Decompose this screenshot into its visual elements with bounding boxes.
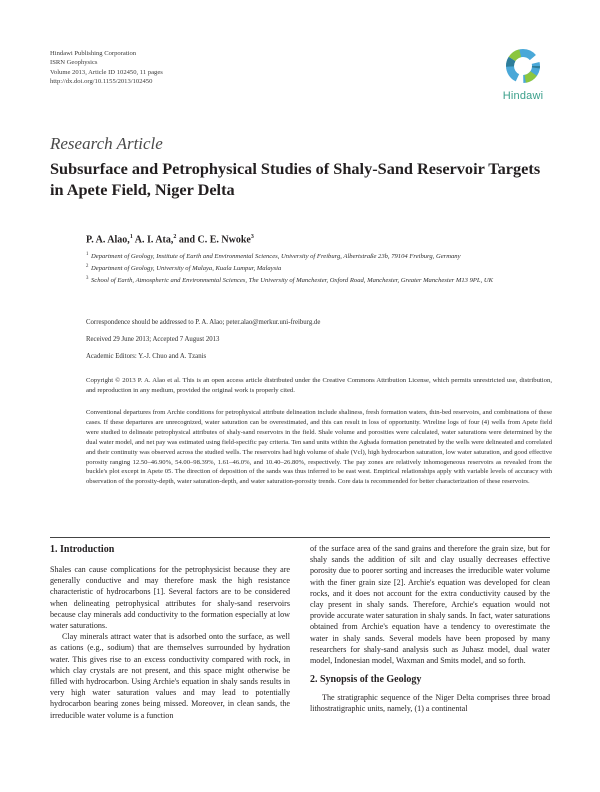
article-type: Research Article xyxy=(50,134,163,153)
affiliation-list xyxy=(86,252,546,288)
body-paragraph: of the surface area of the sand grains and therefore the grain size, but for shaly sands the addition of silt and clay usually decreases effective porosity due to poorer sorting and increases the irreducible water volume with the finer grain size [2]. Archie's equation was developed for clean rocks, and it does not account for the extra conductivity caused by the clay present in shaly sands. Therefore, Archie's equation would not provide accurate water saturation in shaly sands. In fact, water saturations obtained from Archie's equation have a tendency to overestimate the water in shaly sands. Several models have been proposed by many researchers for shaly-sand analysis such as Juhasz model, dual water model, Indonesian model, Waxman and Smits model, and so forth. xyxy=(310,544,550,666)
affiliation xyxy=(86,264,546,274)
affiliation-text: Department of Geology, Institute of Earth and Environmental Sciences, University of Freiburg, Albertstraße 23b, 79104 Freiburg, Germany xyxy=(91,253,461,260)
affiliation-text: Department of Geology, University of Malaya, Kuala Lumpur, Malaysia xyxy=(91,264,282,272)
author-name: and C. E. Nwoke xyxy=(178,234,251,246)
section-heading-introduction: 1. Introduction xyxy=(50,544,115,555)
author-affiliation-mark: 2 xyxy=(173,234,177,240)
author-affiliation-mark: 3 xyxy=(250,234,254,240)
body-paragraph: Shales can cause complications for the petrophysicist because they are generally conductive and may therefore mask the high resistance characteristic of hydrocarbons [1]. Several factors are to be considered when delineating petrophysical attributes for shaly-sand reservoirs because clay minerals add conductivity to the formation especially at low water saturations. xyxy=(50,565,290,631)
journal-header xyxy=(50,49,163,86)
affiliation-number: 2 xyxy=(86,263,89,269)
section-heading-geology: 2. Synopsis of the Geology xyxy=(310,674,422,686)
author-affiliation-mark: 1 xyxy=(129,234,133,240)
body-paragraph: Clay minerals attract water that is adsorbed onto the surface, as well as cations (e.g., sodium) that are themselves surrounded by hydration water. This gives rise to an excess conductivity compared with rock, in which clay crystals are not present, and this space might otherwise be filled with hydrocarbon. Using Archie's equation in shaly sands results in very high water saturation values and may lead to potentially hydrocarbon bearing zones being missed. Moreover, in clean sands, the irreducible water volume is a function xyxy=(50,632,290,720)
publisher-name: Hindawi Publishing Corporation xyxy=(50,50,137,57)
affiliation xyxy=(86,276,546,286)
author-name: A. I. Ata, xyxy=(134,234,174,246)
author-name: P. A. Alao, xyxy=(86,234,130,246)
affiliation-number: 3 xyxy=(86,275,89,281)
body-paragraph: The stratigraphic sequence of the Niger Delta comprises three broad lithostratigraphic units, namely, (1) a continental xyxy=(310,693,550,714)
volume-info: Volume 2013, Article ID 102450, 11 pages xyxy=(50,68,163,76)
doi-link[interactable]: http://dx.doi.org/10.1155/2013/102450 xyxy=(50,77,153,85)
academic-editors: Academic Editors: Y.-J. Chuo and A. Tzanis xyxy=(86,353,207,360)
left-column xyxy=(50,543,290,721)
abstract: Conventional departures from Archie conditions for petrophysical attribute delineation include shaliness, fresh formation waters, thin-bed reservoirs, and combinations of these cases. If these departures are unrecognized, water saturation can be overestimated, and this can result in loss of opportunity. Wireline logs of four (4) wells from Apete field were studied to delineate petrophysical attributes of shaly-sand reservoirs in the field. Shale volume and porosities were calculated, water saturations were determined by the dual water model, and net pay was estimated using field-specific pay criteria. Ten sand units within the Agbada formation penetrated by the wells were delineated and correlated and their continuity was observed across the studied wells. The reservoirs had high volume of shale (Vcl), high hydrocarbon saturation, low water saturation, and good effective porosity ranging 12.50–46.90%, 54.00–98.39%, 1.61–46.0%, and 10.40–26.80%, respectively. The pay zones are relatively inhomogeneous reservoirs as revealed from the buckle's plot except in Apete 05. The direction of deposition of the sands was thus inferred to be east west. Empirical relationships apply with variable levels of accuracy with observation of the porosity-depth, water saturation-depth, and water saturation-porosity trends. Core data is recommended for better characterization of these reservoirs. xyxy=(86,409,552,486)
journal-name: ISRN Geophysics xyxy=(50,59,98,67)
correspondence-note: Correspondence should be addressed to P. A. Alao; peter.alao@merkur.uni-freiburg.de xyxy=(86,319,321,326)
hindawi-logo-icon xyxy=(501,44,545,88)
affiliation-text: School of Earth, Atmospheric and Environmental Sciences, The University of Manchester, Oxford Road, Manchester, Greater Manchester M13 9PL, UK xyxy=(91,276,494,284)
author-list xyxy=(86,234,254,245)
paper-title: Subsurface and Petrophysical Studies of Shaly-Sand Reservoir Targets in Apete Field, Niger Delta xyxy=(50,159,541,199)
logo-wordmark: Hindawi xyxy=(502,90,544,102)
right-column xyxy=(310,543,550,715)
affiliation-number: 1 xyxy=(86,252,89,257)
received-accepted-dates: Received 29 June 2013; Accepted 7 August 2013 xyxy=(86,336,220,343)
section-divider xyxy=(50,537,550,538)
copyright-notice: Copyright © 2013 P. A. Alao et al. This is an open access article distributed under the Creative Commons Attribution License, which permits unrestricted use, distribution, and reproduction in any medium, provided the original work is properly cited. xyxy=(86,377,552,394)
affiliation xyxy=(86,252,546,262)
hindawi-logo xyxy=(494,44,552,106)
